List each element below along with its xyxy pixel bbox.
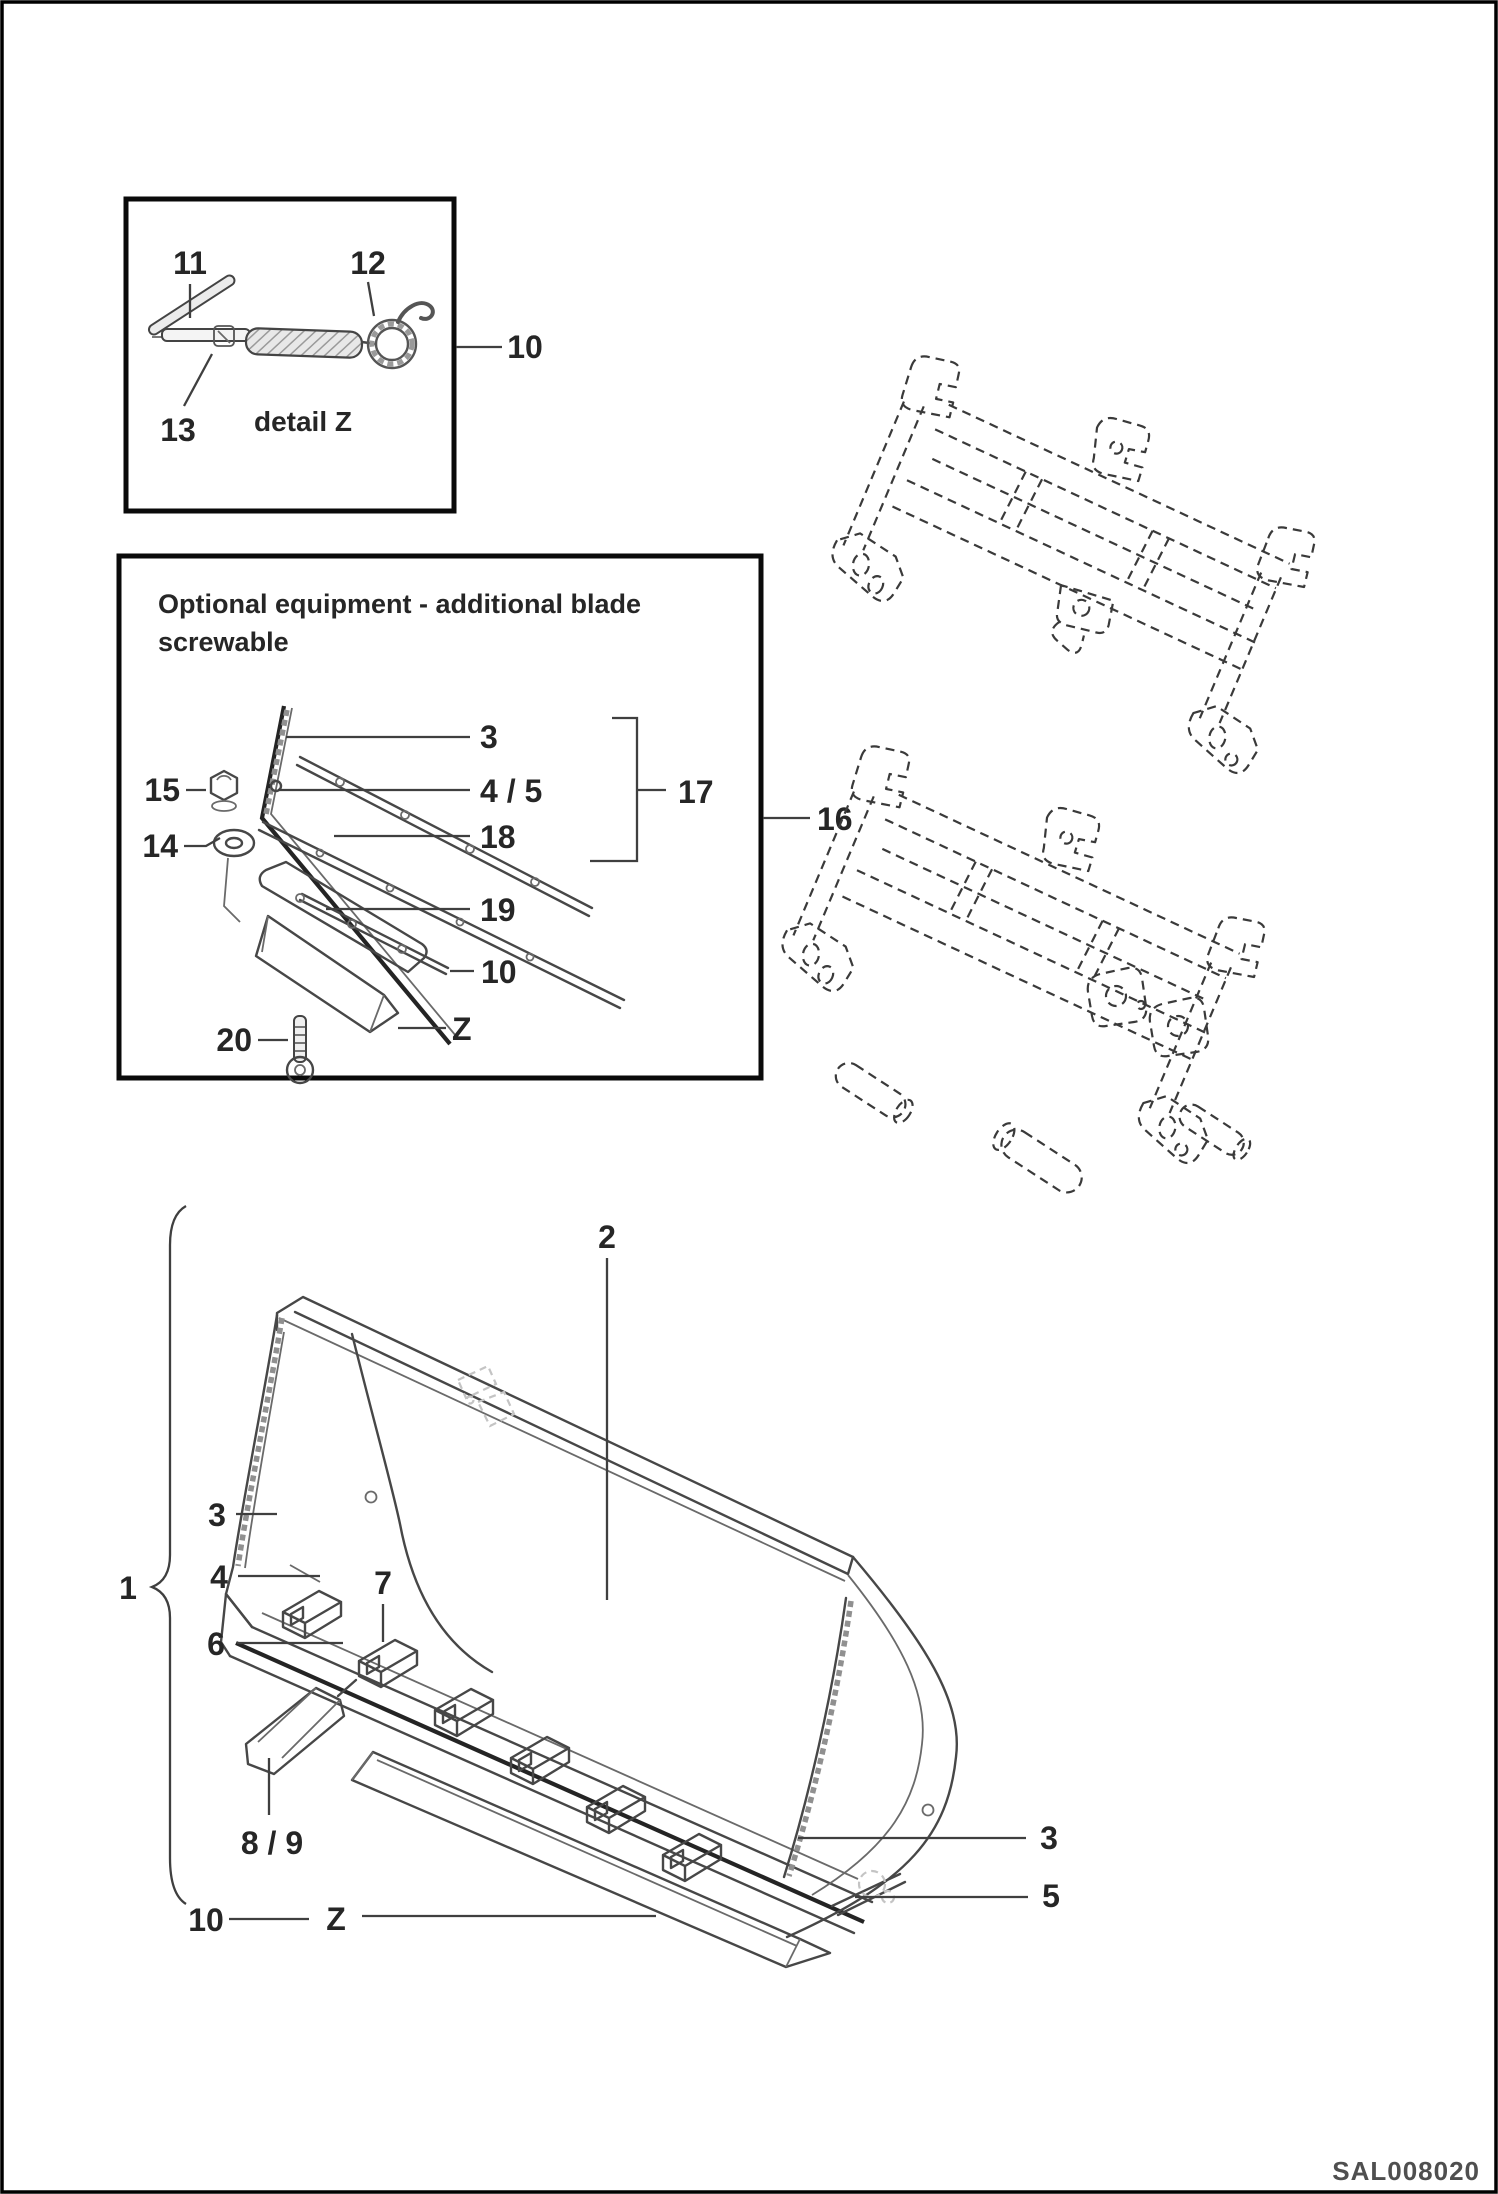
callout-17: 17 (678, 774, 714, 810)
detail-z-caption: detail Z (253, 406, 353, 437)
optional-equipment-box (119, 556, 853, 1083)
optional-box-title-line1: Optional equipment - additional blade (158, 589, 642, 619)
callout-4: 4 (210, 1559, 228, 1595)
callout-16: 16 (817, 801, 853, 837)
callout-z-bucket: Z (326, 1901, 346, 1937)
callout-10-bucket: 10 (188, 1902, 224, 1938)
callout-13: 13 (160, 412, 196, 448)
callout-19: 19 (480, 892, 516, 928)
callout-45: 4 / 5 (480, 773, 543, 809)
callout-5: 5 (1042, 1878, 1060, 1914)
callout-10-detail: 10 (507, 329, 543, 365)
callout-7: 7 (374, 1565, 392, 1601)
callout-10-opt: 10 (481, 954, 517, 990)
callout-15: 15 (144, 772, 180, 808)
callout-3-left: 3 (208, 1497, 226, 1533)
callout-1: 1 (119, 1570, 137, 1606)
callout-14: 14 (142, 828, 178, 864)
drawing-number: SAL008020 (1332, 2156, 1480, 2186)
callout-z-opt: Z (452, 1011, 472, 1047)
optional-box-title-line2: screwable (158, 627, 289, 657)
callout-89: 8 / 9 (240, 1825, 304, 1861)
callout-11: 11 (173, 245, 207, 281)
callout-18: 18 (480, 819, 516, 855)
callout-12: 12 (350, 245, 386, 281)
callout-3-opt: 3 (480, 719, 498, 755)
callout-2: 2 (598, 1219, 616, 1255)
callout-20: 20 (216, 1022, 252, 1058)
callout-6: 6 (207, 1626, 225, 1662)
callout-3-right: 3 (1040, 1820, 1058, 1856)
